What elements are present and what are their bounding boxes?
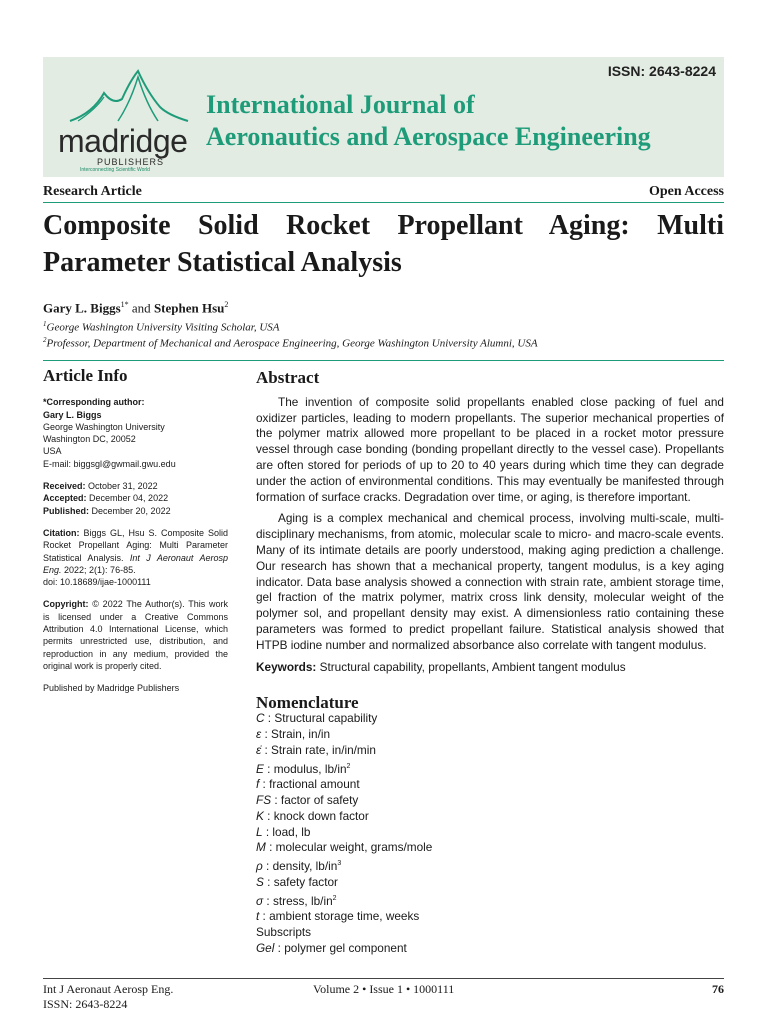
logo-subtitle: PUBLISHERS — [97, 157, 165, 167]
nomenclature-heading: Nomenclature — [256, 693, 359, 713]
nomenclature-description: modulus, lb/in — [273, 761, 347, 776]
issn: ISSN: 2643-8224 — [607, 63, 716, 79]
citation-text: Biggs GL, Hsu S. Composite Solid Rocket Propellant Aging: Multi Parameter Statistical Analysis. — [43, 527, 228, 563]
article-type: Research Article — [43, 184, 142, 199]
nomenclature-item — [256, 727, 724, 743]
nomenclature-separator: : — [263, 874, 274, 889]
nomenclature-description: load, lb — [272, 824, 311, 839]
nomenclature-list — [256, 711, 724, 957]
corresponding-city: Washington DC, 20052 — [43, 434, 136, 445]
corresponding-org: George Washington University — [43, 421, 165, 432]
citation — [43, 527, 228, 588]
copyright — [43, 598, 228, 672]
divider — [43, 360, 724, 361]
nomenclature-separator: : — [261, 726, 272, 741]
footer-journal-abbrev: Int J Aeronaut Aerosp Eng. — [43, 982, 174, 996]
page-number: 76 — [712, 982, 724, 996]
nomenclature-item — [256, 875, 724, 891]
accepted-date: December 04, 2022 — [89, 493, 169, 504]
nomenclature-item — [256, 711, 724, 727]
footer-divider — [43, 978, 724, 979]
corresponding-label: *Corresponding author: — [43, 397, 145, 408]
nomenclature-separator: : — [259, 909, 270, 924]
copyright-text: © 2022 The Author(s). This work is licensed under a Creative Commons Attribution 4.0 International License, which permits unrestricted use, distribution, and reproduction in any medium, provided the original work is properly cited. — [43, 599, 228, 671]
nomenclature-separator: : — [264, 711, 275, 726]
abstract-heading: Abstract — [256, 368, 320, 387]
accepted-label: Accepted: — [43, 493, 87, 504]
nomenclature-separator: : — [261, 742, 272, 757]
nomenclature-symbol: L — [256, 824, 263, 839]
logo-tagline: Interconnecting Scientific World — [80, 167, 150, 173]
received-date: October 31, 2022 — [88, 481, 158, 492]
nomenclature-item — [256, 825, 724, 841]
nomenclature-description: ambient storage time, weeks — [269, 909, 420, 924]
abstract-paragraph: The invention of composite solid propellants enabled close packing of fuel and oxidizer particles, leading to modern propellants. The superior mechanical properties of the polymer matrix allowed more propellant to be placed in a rocket motor pressure vessel through case bonding (bonding propellant directly to the vessel case). Propellants are often stored for periods of up to 20 to 40 years during which time they can degrade under the action of environmental conditions. This may eventually be manifested through formation of surface cracks. Degradation over time, or aging, is therefore important. — [256, 394, 724, 504]
nomenclature-separator: : — [274, 941, 285, 956]
received-label: Received: — [43, 481, 86, 492]
nomenclature-item — [256, 759, 724, 778]
nomenclature-description: polymer gel component — [284, 941, 407, 956]
author-marker: 1* — [120, 300, 129, 309]
nomenclature-item — [256, 856, 724, 875]
nomenclature-separator: : — [263, 761, 274, 776]
author-name: Gary L. Biggs — [43, 300, 121, 316]
article-title: Composite Solid Rocket Propellant Aging: Multi Parameter Statistical Analysis — [43, 210, 724, 278]
copyright-label: Copyright: — [43, 599, 89, 610]
nomenclature-item — [256, 809, 724, 825]
journal-title — [206, 89, 651, 153]
affiliation-number: 2 — [43, 336, 47, 344]
nomenclature-symbol: K — [256, 808, 264, 823]
nomenclature-separator: : — [265, 840, 276, 855]
affiliation-number: 1 — [43, 320, 47, 328]
nomenclature-subheading — [256, 925, 724, 941]
nomenclature-symbol: E — [256, 761, 264, 776]
citation-volume: 2022; 2(1): 76-85. — [64, 564, 136, 575]
nomenclature-description: factor of safety — [280, 793, 359, 808]
access-label: Open Access — [648, 184, 724, 199]
article-dates — [43, 480, 228, 517]
corresponding-country: USA — [43, 446, 62, 457]
corresponding-email[interactable]: E-mail: biggsgl@gwmail.gwu.edu — [43, 458, 176, 469]
nomenclature-item — [256, 793, 724, 809]
nomenclature-symbol: t — [256, 909, 260, 924]
main-column — [256, 370, 724, 957]
nomenclature-item — [256, 777, 724, 793]
divider — [43, 202, 724, 203]
footer-journal — [43, 982, 173, 1012]
author-conjunction: and — [131, 300, 151, 316]
nomenclature-description: fractional amount — [269, 777, 360, 792]
nomenclature-description: Strain rate, in/in/min — [271, 742, 376, 757]
keywords — [256, 660, 724, 676]
journal-banner — [43, 57, 724, 177]
nomenclature-description: density, lb/in — [272, 859, 338, 874]
nomenclature-separator: : — [271, 793, 281, 808]
nomenclature-symbol: FS — [256, 793, 272, 808]
journal-title-line-1: International Journal of — [206, 90, 475, 119]
author-name: Stephen Hsu — [153, 300, 225, 316]
citation-label: Citation: — [43, 527, 80, 538]
article-info-heading: Article Info — [43, 366, 128, 385]
subscripts-label: Subscripts — [256, 925, 312, 940]
nomenclature-separator: : — [263, 893, 273, 908]
nomenclature-description: knock down factor — [273, 808, 369, 823]
affiliation-text: George Washington University Visiting Scholar, USA — [46, 321, 280, 334]
article-info-column — [43, 366, 228, 705]
nomenclature-separator: : — [262, 824, 273, 839]
nomenclature-exponent: 2 — [332, 894, 337, 902]
nomenclature-symbol: σ — [256, 893, 264, 908]
published-date: December 20, 2022 — [91, 505, 171, 516]
publisher-note: Published by Madridge Publishers — [43, 683, 180, 694]
publisher-logo — [48, 63, 198, 173]
nomenclature-symbol: M — [256, 840, 266, 855]
footer-volume: Volume 2 • Issue 1 • 1000111 — [313, 982, 455, 996]
nomenclature-symbol: ε̇ — [256, 742, 262, 757]
published-label: Published: — [43, 505, 90, 516]
abstract-paragraph: Aging is a complex mechanical and chemical process, involving multi-scale, multi-disciplinary mechanisms, from atomic, molecular scale to micro- and macro-scale events. Many of its intimate details are poorly understood, making aging prediction a challenge. Our research has shown that a mechanical property, tangent modulus, is a key aging indicator. Data base analysis showed a connection with strain rate, ambient storage time, gel fraction of the matrix polymer, matrix cross link density, molecular weight of the polymer sol, and propellant density may exist. A dimensionless ratio containing these parameters was formed to predict propellant failure. Statistical analysis showed that HTPB iodine number and normalized absorbance also correlate with tangent modulus. — [256, 511, 724, 652]
keywords-label: Keywords: — [256, 659, 317, 674]
nomenclature-description: safety factor — [273, 874, 338, 889]
nomenclature-separator: : — [262, 859, 273, 874]
nomenclature-item — [256, 840, 724, 856]
nomenclature-item — [256, 743, 724, 759]
corresponding-author — [43, 396, 228, 470]
nomenclature-item — [256, 909, 724, 925]
nomenclature-symbol: ρ — [256, 859, 263, 874]
logo-wordmark: madridge — [58, 123, 188, 159]
nomenclature-exponent: 2 — [346, 762, 351, 770]
affiliation — [43, 336, 538, 350]
journal-title-line-2: Aeronautics and Aerospace Engineering — [206, 122, 651, 151]
nomenclature-item — [256, 891, 724, 910]
author-line — [43, 300, 228, 316]
corresponding-name: Gary L. Biggs — [43, 409, 102, 420]
nomenclature-symbol: f — [256, 777, 260, 792]
nomenclature-separator: : — [263, 808, 274, 823]
nomenclature-symbol: C — [256, 711, 265, 726]
nomenclature-exponent: 3 — [337, 860, 342, 868]
nomenclature-symbol: ε — [256, 726, 262, 741]
nomenclature-symbol: S — [256, 874, 264, 889]
author-marker: 2 — [224, 300, 229, 309]
nomenclature-symbol: Gel — [256, 941, 275, 956]
affiliation-text: Professor, Department of Mechanical and Aerospace Engineering, George Washington University Alumni, USA — [46, 337, 538, 350]
nomenclature-description: molecular weight, grams/mole — [275, 840, 433, 855]
citation-journal: Int J Aeronaut Aerosp Eng. — [43, 552, 228, 575]
nomenclature-description: Strain, in/in — [271, 726, 331, 741]
nomenclature-item — [256, 941, 724, 957]
nomenclature-description: stress, lb/in — [272, 893, 333, 908]
doi-link[interactable]: doi: 10.18689/ijae-1000111 — [43, 577, 151, 588]
keywords-text: Structural capability, propellants, Ambient tangent modulus — [319, 659, 626, 674]
nomenclature-description: Structural capability — [274, 711, 378, 726]
affiliation — [43, 320, 280, 334]
nomenclature-separator: : — [259, 777, 270, 792]
footer-issn: ISSN: 2643-8224 — [43, 997, 128, 1011]
